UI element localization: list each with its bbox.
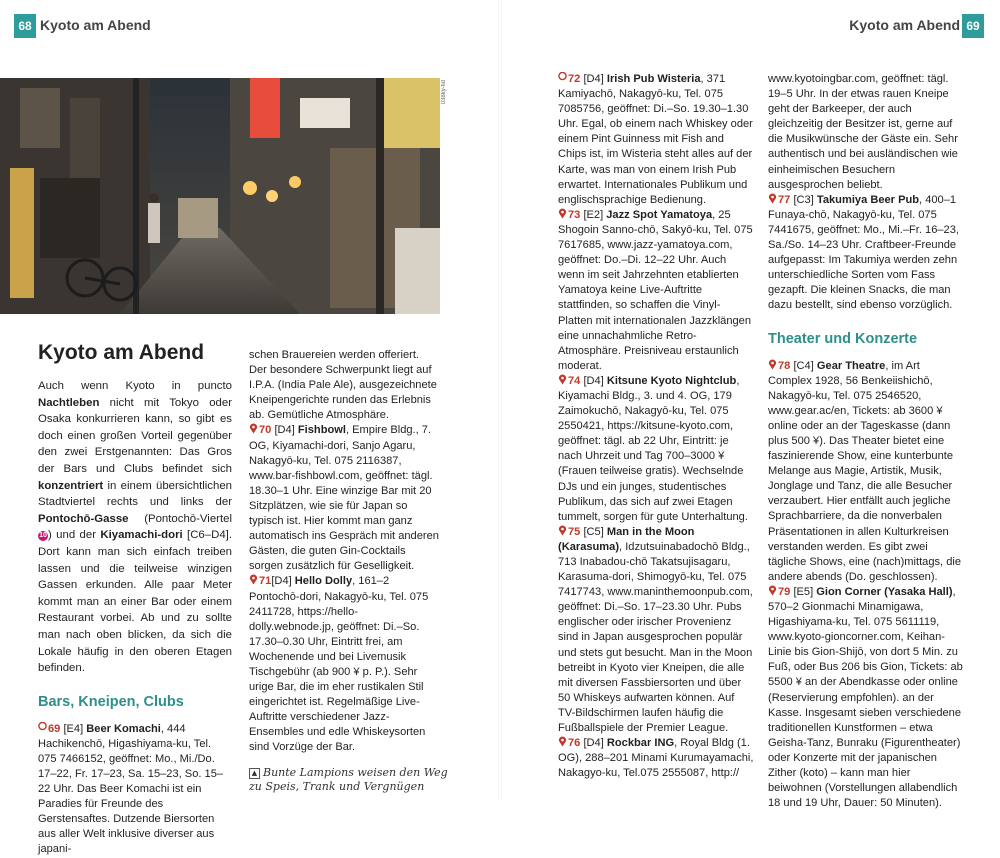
map-pin-icon — [768, 193, 777, 204]
entry-75: 75 [C5] Man in the Moon (Karasuma), Idzutsuinabadochō Bldg., 713 Inabadou-chō Takatsujisagaru, Karasuma-dori, Shimogyō-ku, Tel. 075 7417743, www.maninthemoonpub.com, geöffnet: Di.–So. 17–23.30 Uhr. Pubs englischer oder irischer Provenienz sind in Japan ausgesprochen populär und stets gut besucht. Man in the Moon betreibt in Kyoto vier Kneipen, die alle mit diversen Fassbiersorten und über 50 Whiskeys aufwarten können. Auf TV-Bildschirmen laufen häufig die Fußballspiele der Premier League. — [558, 525, 753, 735]
map-pin-icon — [768, 359, 777, 370]
entry-72: 72 [D4] Irish Pub Wisteria, 371 Kamiyachō, Nakagyō-ku, Tel. 075 7085756, geöffnet: Di.–So. 19.30–1.30 Uhr. Egal, ob einem nach Whiskey oder einem Pint Guinness mit Fish and Chips ist, im Wisteria steht alles auf der Karte, was man von einem Irish Pub erwartet. Internationales Publikum und englischsprachige Bedienung. — [558, 73, 753, 206]
intro-paragraph: Auch wenn Kyoto in puncto Nachtleben nicht mit Tokyo oder Osaka konkurrieren kann, so gibt es doch einen großen Vorteil gegenüber den zwei Erstgenannten: Das Gros der Bars und Clubs befindet sich konzentriert in einem übersichtlichen Stadtviertel rechts und links der Pontochō-Gasse (Pontochō-Viertel 10) und der Kiyamachi-dori [C6–D4]. Dort kann man sich einfach treiben lassen und die teilweise winzigen Gassen erkunden. Alle paar Meter kommt man an einer Bar oder einem Restaurant vorbei. Ab und zu sollte man nach oben blicken, da sich die Lokale häufig in den oberen Etagen befinden. — [38, 380, 232, 675]
entry-74: 74 [D4] Kitsune Kyoto Nightclub, Kiyamachi Bldg., 3. und 4. OG, 179 Zaimokuchō, Nakagyō-ku, Tel. 075 2550421, https://kitsune-kyoto.com, geöffnet: tägl. ab 22 Uhr, Eintritt: je nach Uhrzeit und Tag 700–3000 ¥ (Frauen teilweise gratis). Wechselnde DJs und ein junges, studentisches Publikum, das sich auf zwei Etagen tummelt, sorgen für gute Unterhaltung. — [558, 374, 748, 523]
street-photo — [0, 78, 440, 314]
right-page — [500, 0, 1000, 810]
entry-79: 79 [E5] Gion Corner (Yasaka Hall), 570–2 Gionmachi Minamigawa, Higashiyama-ku, Tel. 075 5611119, www.kyoto-gioncorner.com, Keihan-Linie bis Gion-Shijō, von dort 5 Min. zu Fuß, oder Bus 206 bis Gion, Tickets: ab 5500 ¥ an der Abendkasse oder online (Reservierung empfohlen). an der Kasse. Insgesamt sieben verschiedene traditionellen Kunstformen – etwa Geisha-Tanz, Bunraku (Figurentheater) oder Konzerte mit der japanischen Zither (koto) – kann man hier beiwohnen (Vorstellungen allabendlich 18 und 19 Uhr, Dauer: 50 Minuten). — [768, 585, 963, 810]
right-column-1 — [558, 72, 754, 781]
page-number-left: 68 — [14, 14, 36, 38]
continuation-text: www.kyotoingbar.com, geöffnet: tägl. 19–5 Uhr. In der etwas rauen Kneipe geht der Barkeeper, der auch gleichzeitig der Besitzer ist, gerne auf die Musikwünsche der Gäste ein. Sehr authentisch und bei ausländischen wie einheimischen Besuchern ausgesprochen beliebt. — [768, 73, 958, 191]
section-title: Kyoto am Abend — [38, 341, 205, 364]
caption-photo-icon: ▲ — [249, 768, 260, 779]
map-pin-icon — [249, 423, 258, 434]
entry-69: 69 [E4] Beer Komachi, 444 Hachikenchō, Higashiyama-ku, Tel. 075 7466152, geöffnet: Mo., Mi./Do. 17–22, Fr. 17–23, Sa. 15–23, So. 15–22 Uhr. Das Beer Komachi ist ein Paradies für Freunde des Gerstensaftes. Dutzende Biersorten aus aller Welt inklusive diverser aus japani- — [38, 722, 224, 856]
map-pin-icon — [38, 722, 47, 733]
page-number-right: 69 — [962, 14, 984, 38]
map-pin-icon — [249, 574, 258, 585]
map-pin-icon — [558, 72, 567, 83]
subheading-theater: Theater und Konzerte — [768, 330, 918, 347]
map-pin-icon — [768, 585, 777, 596]
night-alley-photo — [0, 78, 440, 314]
map-pin-icon — [558, 525, 567, 536]
photo-caption: ▲ Bunte Lampions weisen den Weg zu Speis, Trank und Vergnügen — [249, 766, 448, 793]
map-pin-icon — [558, 374, 567, 385]
entry-78: 78 [C4] Gear Theatre, im Art Complex 1928, 56 Benkeiishichō, Nakagyō-ku, Tel. 075 2546520, www.gear.ac/en, Tickets: ab 3600 ¥ online oder an der Tageskasse (dann plus 500 ¥). Das Theater bietet eine faszinierende Show, eine kunterbunte Melange aus Magie, Artistik, Musik, Jonglage und Tanz, die alle Besucher verzaubert. Hier entfällt auch jegliche Sprachbarriere, da die nonverbalen Präsentationen in allen Kulturkreisen verstanden werden. Es gibt zwei tägliche Shows, eine (nach)mittags, die andere abends (Do. geschlossen). — [768, 359, 962, 583]
subheading-bars: Bars, Kneipen, Clubs — [38, 693, 184, 710]
entry-71: 71[D4] Hello Dolly, 161–2 Pontochō-dori, Nakagyō-ku, Tel. 075 2411728, https://hello-dolly.webnode.jp, geöffnet: Di.–So. 17.30–0.30 Uhr, Eintritt frei, am Wochenende und bei Livemusik Tischgebühr (ab 900 ¥ p. P.). Sehr urige Bar, die im eher rustikalen Stil eingerichtet ist. Regelmäßige Live-Auftritte verschiedener Jazz-Ensembles und edle Whiskeysorten sind Vorzüge der Bar. — [249, 575, 429, 754]
running-head-left: Kyoto am Abend — [40, 17, 151, 33]
entry-77: 77 [C3] Takumiya Beer Pub, 400–1 Funaya-chō, Nakagyō-ku, Tel. 075 7441675, geöffnet: Mo., Mi.–Fr. 16–23, Sa./So. 14–23 Uhr. Craftbeer-Freunde aufgepasst: Im Takumiya werden zehn unterschiedliche Sorten vom Fass gezapft. Die kleinen Snacks, die man dazu bestellt, sind ebenso vorzüglich. — [768, 193, 959, 312]
entry-70: 70 [D4] Fishbowl, Empire Bldg., 7. OG, Kiyamachi-dori, Sanjo Agaru, Nakagyō-ku, Tel. 075 2116387, www.bar-fishbowl.com, geöffnet: tägl. 18.30–1 Uhr. Eine winzige Bar mit 20 Sitzplätzen, wie sie für Japan so typisch ist. Hier kommt man ganz automatisch ins Gespräch mit anderen Gästen, die guten Gin-Cocktails sorgen zusätzlich für Geselligkeit. — [249, 424, 439, 573]
continuation-text: schen Brauereien werden offeriert. Der besondere Schwerpunkt liegt auf I.P.A. (India Pale Ale), ausgezeichnete Kneipengerichte runden das Erlebnis ab. Gemütliche Atmosphäre. — [249, 349, 437, 422]
sight-number-badge: 10 — [39, 532, 47, 540]
left-page — [0, 0, 500, 856]
running-head-right: Kyoto am Abend — [849, 17, 960, 33]
entry-76: 76 [D4] Rockbar ING, Royal Bldg (1. OG), 288–201 Minami Kurumayamachi, Nakagyo-ku, Tel.075 2555087, http:// — [558, 737, 754, 780]
right-column-2 — [768, 72, 964, 811]
map-pin-icon — [558, 208, 567, 219]
entry-73: 73 [E2] Jazz Spot Yamatoya, 25 Shogoin Sanno-chō, Sakyō-ku, Tel. 075 7617685, www.jazz-yamatoya.com, geöffnet: Do.–Di. 12–22 Uhr. Auch wenn im seit Jahrzehnten etablierten Yamatoya keine Live-Auftritte stattfinden, so schaffen die Vinyl-Platten mit internationalen Jazzklängen eine unnachahmliche Retro-Atmosphäre. Preisniveau erstaunlich moderat. — [558, 208, 753, 372]
left-column-1 — [38, 340, 232, 858]
left-column-2 — [249, 348, 439, 756]
map-pin-icon — [558, 736, 567, 747]
photo-credit: 038ky-tid — [441, 80, 447, 105]
